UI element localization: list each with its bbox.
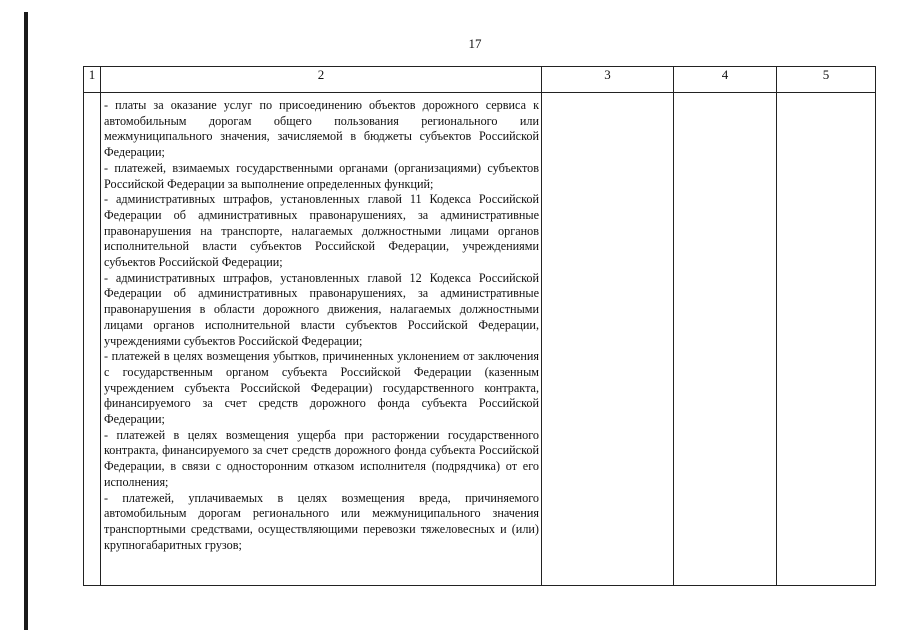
column-header-2: 2 [101,67,542,93]
cell-col-5 [777,93,876,586]
paragraph-2: - платежей, взимаемых государственными органами (организациями) субъектов Российской Федерации за выполнение определенных функций; [104,160,539,191]
paragraph-3: - административных штрафов, установленных главой 11 Кодекса Российской Федерации об административных правонарушениях, за административные правонарушения на транспорте, налагаемых должностными лицами органов исполнительной власти субъектов Российской Федерации, учреждениями субъектов Российской Федерации; [104,192,539,270]
column-header-4: 4 [674,67,777,93]
paragraph-7: - платежей, уплачиваемых в целях возмещения вреда, причиняемого автомобильным дорогам регионального или межмуниципального значения транспортными средствами, осуществляющими перевозки тяжеловесных и (или) крупногабаритных грузов; [104,490,539,552]
page-number: 17 [468,36,482,51]
cell-col-3 [542,93,674,586]
document-table [83,66,876,586]
column-header-1: 1 [84,67,101,93]
paragraph-1: - платы за оказание услуг по присоединению объектов дорожного сервиса к автомобильным дорогам общего пользования регионального или межмуниципального значения, зачисляемой в бюджеты субъектов Российской Федерации; [104,98,539,160]
column-header-3: 3 [542,67,674,93]
paragraph-5: - платежей в целях возмещения убытков, причиненных уклонением от заключения с государственным органом субъекта Российской Федерации (казенным учреждением субъекта Российской Федерации) государственного контракта, финансируемого за счет средств дорожного фонда субъекта Российской Федерации; [104,349,539,427]
paragraph-6: - платежей в целях возмещения ущерба при расторжении государственного контракта, финансируемого за счет средств дорожного фонда субъекта Российской Федерации, в связи с односторонним отказом исполнителя (подрядчика) от его исполнения; [104,427,539,489]
cell-col-2 [101,93,542,586]
column-header-5: 5 [777,67,876,93]
table-row [84,93,876,586]
table-header-row [84,67,876,93]
cell-col-1 [84,93,101,586]
scan-edge-bar [24,12,28,630]
paragraph-4: - административных штрафов, установленных главой 12 Кодекса Российской Федерации об административных правонарушениях, за административные правонарушения в области дорожного движения, налагаемых должностными лицами органов исполнительной власти субъектов Российской Федерации, учреждениями субъектов Российской Федерации; [104,270,539,348]
cell-col-4 [674,93,777,586]
